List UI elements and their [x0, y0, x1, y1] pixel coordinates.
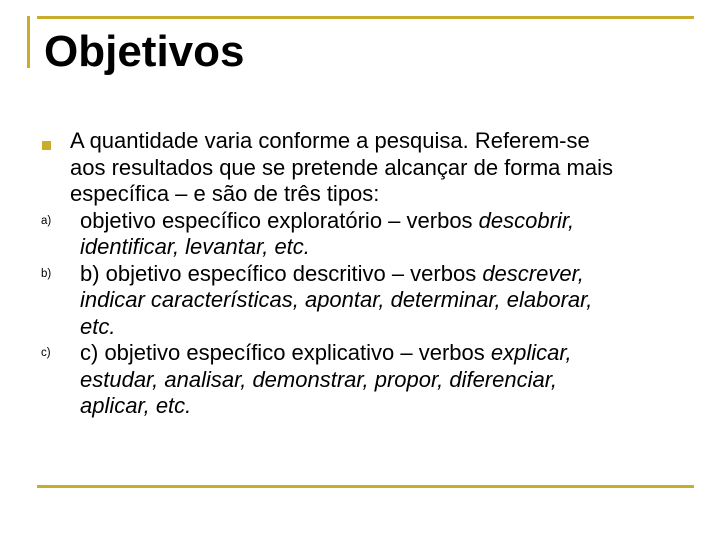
item-italic-text: identificar, levantar, etc. — [80, 234, 310, 259]
item-italic-text: explicar, — [490, 340, 572, 365]
intro-line: A quantidade varia conforme a pesquisa. Referem-se — [70, 128, 590, 153]
item-italic-text: descobrir, — [478, 207, 575, 233]
item-marker: c) — [41, 347, 51, 359]
item-marker: b) — [41, 267, 52, 280]
item-text — [80, 340, 700, 420]
item-italic-text: descrever, — [482, 260, 584, 286]
item-text — [80, 261, 700, 341]
item-line — [80, 367, 700, 394]
list-item-b — [40, 261, 700, 341]
top-accent-rule — [37, 16, 694, 19]
item-line — [80, 314, 700, 341]
square-bullet-icon — [42, 141, 51, 150]
left-accent-rule — [27, 16, 30, 68]
item-text — [80, 208, 700, 261]
intro-text — [70, 128, 700, 208]
intro-line: aos resultados que se pretende alcançar de forma mais — [70, 154, 613, 180]
item-italic-text: aplicar, etc. — [80, 393, 192, 418]
intro-line: específica – e são de três tipos: — [70, 181, 380, 206]
item-lead-text: objetivo específico exploratório – verbos — [80, 207, 479, 233]
item-line — [80, 340, 700, 367]
list-item-a — [40, 208, 700, 261]
slide-title: Objetivos — [44, 27, 245, 76]
list-item-c — [40, 340, 700, 420]
item-italic-text: indicar características, apontar, determinar, elaborar, — [80, 287, 593, 312]
item-line — [80, 393, 700, 420]
item-marker: a) — [41, 214, 52, 227]
content-list — [40, 128, 700, 420]
intro-bullet — [40, 128, 700, 208]
item-line — [80, 208, 700, 235]
item-lead-text: b) objetivo específico descritivo – verbos — [80, 260, 483, 286]
item-line — [80, 234, 700, 261]
item-line — [80, 261, 700, 288]
bottom-accent-rule — [37, 485, 694, 488]
item-italic-text: estudar, analisar, demonstrar, propor, diferenciar, — [80, 366, 557, 392]
item-italic-text: etc. — [80, 313, 116, 339]
item-line — [80, 287, 700, 314]
item-lead-text: c) objetivo específico explicativo – verbos — [80, 340, 491, 365]
